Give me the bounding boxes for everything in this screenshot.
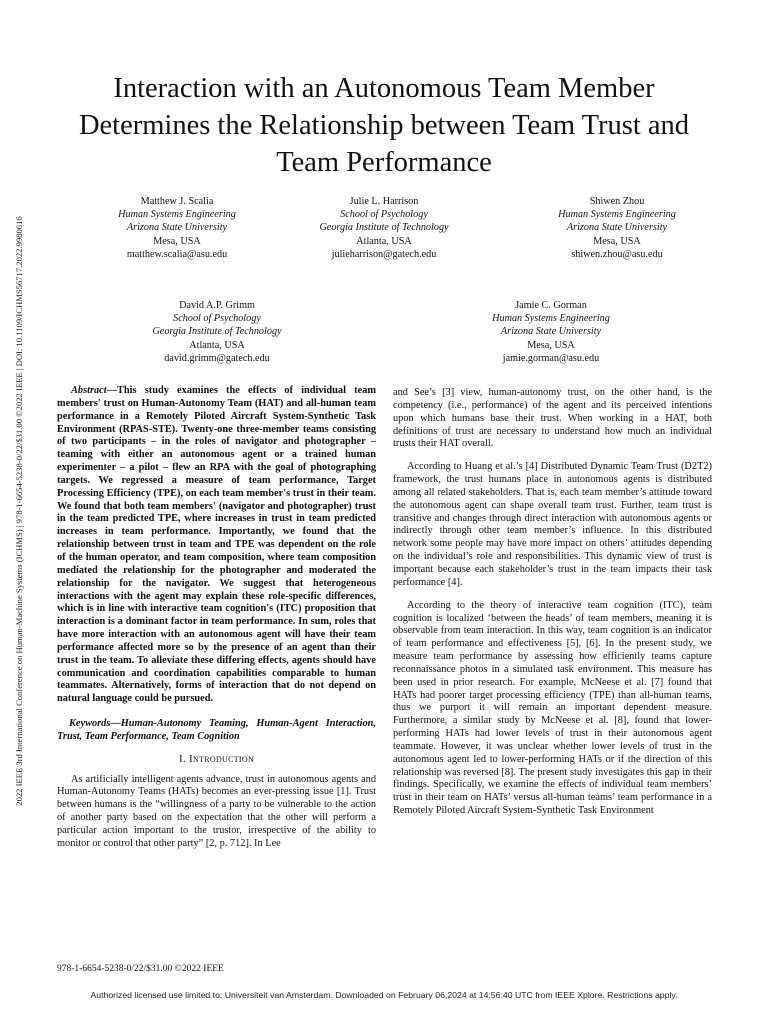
author-name: Matthew J. Scalia — [140, 196, 214, 207]
title-line: Determines the Relationship between Team Trust and — [78, 110, 690, 141]
abstract-text: —This study examines the effects of individual team members' trust on Human-Autonomy Team (HAT) and all-human team performance in a Remotely Piloted Aircraft System-Synthetic Task Environment (RPAS-STE). Twenty-one three-member teams consisting of two participants – in the roles of navigator and photographer – teaming with either an autonomous agent or a trained human experimenter – a pilot – flew an RPA with the goal of photographing targets. We regressed a measure of team performance, Target Processing Efficiency (TPE), on each team member's trust in their team. We found that both team members' (navigator and photographer) trust in the team predicted TPE, where increases in trust in team predicted increases in team performance. Importantly, we found that the relationship between trust in team and TPE was dependent on the role of the human operator, and team composition, where team composition mediated the relationship for the photographer and moderated the relationship for the navigator. We suggest that heterogeneous interactions with the agent may explain these role-specific differences, which is in line with interactive team cognition's (ITC) proposition that interaction is a dominant factor in team performance. In sum, roles that have more interaction with an autonomous agent will have their team performance affected more so by the presence of an agent than their trust in the team. To alleviate these differing effects, agents should have communication and coordination capabilities comparable to human teammates. Alternatively, forms of interaction that do not depend on natural language could be pursued. — [57, 385, 376, 705]
author-email: julieharrison@gatech.edu — [331, 248, 437, 260]
body-paragraph: According to Huang et al.’s [4] Distributed Dynamic Team Trust (D2T2) framework, the trust humans place in autonomous agents is distributed among all related stakeholders. That is, each team member’s attitude toward the autonomous agent can shape overall team trust. Further, team trust is transitive and changes through direct interaction with autonomous agents or indirectly through other team member’s influence. In this distributed network some people may have more impact on others’ attitudes depending on the individual’s role and responsibilities. This dynamic view of trust is important because each stakeholder’s trust in the team impacts their task performance [4]. — [393, 461, 712, 588]
author-email: shiwen.zhou@asu.edu — [571, 248, 663, 260]
author-location: Mesa, USA — [153, 235, 201, 247]
author-institution: Georgia Institute of Technology — [319, 222, 449, 234]
author-email: jamie.gorman@asu.edu — [502, 352, 600, 364]
author-affiliation: Human Systems Engineering — [118, 209, 236, 221]
author-block — [451, 299, 651, 365]
doi-sidebar-text: 2022 IEEE 3rd International Conference on Human-Machine Systems (ICHMS) | 978-1-6654-5238-0/22/$31.00 ©2022 IEEE | DOI: 10.1109/ICHMS56717.2022.9980616 — [14, 216, 24, 806]
right-column — [393, 387, 712, 828]
author-location: Mesa, USA — [593, 235, 641, 247]
keywords-text: —Human-Autonomy Teaming, Human-Agent Interaction, Trust, Team Performance, Team Cognition — [57, 718, 376, 742]
author-affiliation: Human Systems Engineering — [558, 209, 676, 221]
author-block — [77, 195, 277, 261]
abstract-label: Abstract — [71, 385, 107, 396]
author-institution: Arizona State University — [500, 326, 602, 338]
author-institution: Georgia Institute of Technology — [152, 326, 282, 338]
author-affiliation: School of Psychology — [173, 313, 261, 325]
left-column — [57, 385, 376, 851]
keywords — [57, 718, 376, 744]
title-line: Team Performance — [276, 147, 492, 178]
author-location: Mesa, USA — [527, 339, 575, 351]
intro-paragraph: As artificially intelligent agents advance, trust in autonomous agents and Human-Autonomy Teams (HATs) becomes an ever-pressing issue [1]. Trust between humans is the “willingness of a party to be vulnerable to the action of another party based on the expectation that the other will perform a particular action important to the trustor, irrespective of the ability to monitor or control that other party” [2, p. 712]. In Lee — [57, 773, 376, 849]
body-paragraph: and See’s [3] view, human-autonomy trust, on the other hand, is the competency (i.e., performance) of the agent and its perceived intentions upon which humans base their trust. When working in a HAT, both definitions of trust are necessary to understand how much an individual trusts their HAT overall. — [393, 387, 712, 450]
keywords-label: Keywords — [69, 718, 111, 730]
author-block — [117, 299, 317, 365]
license-footer: Authorized licensed use limited to: Universiteit van Amsterdam. Downloaded on February 06,2024 at 14:56:40 UTC from IEEE Xplore. Restrictions apply. — [90, 990, 678, 1000]
author-name: Julie L. Harrison — [349, 196, 419, 207]
section-heading: I. Introduction — [178, 752, 255, 765]
body-paragraph: According to the theory of interactive team cognition (ITC), team cognition is localized ‘between the heads’ of team members, meaning it is observable from team interaction. In this way, team cognition is an indicator of team performance and effectiveness [5], [6]. In the present study, we measure team performance by assessing how efficiently teams capture reconnaissance photos in a simulated task environment. This measure has been used in prior research. For example, McNeese et al. [7] found that HATs had poorer target processing efficiency (TPE) than all-human teams, thus we purport it will remain an important dependent measure. Furthermore, a similar study by McNeese et al. [8], found that lower-performing HATs had lower levels of trust in their autonomous agent teammate. However, it was unclear whether lower levels of trust in the autonomous agent led to lower-performing HATs or if the direction of this relationship was reversed [8]. The present study investigates this gap in their findings. Specifically, we examine the effects of individual team members’ trust in their team on HATs’ versus all-human teams’ team performance in a Remotely Piloted Aircraft System-Synthetic Task Environment — [393, 599, 712, 817]
paper-title — [40, 70, 728, 181]
author-affiliation: Human Systems Engineering — [492, 313, 610, 325]
author-institution: Arizona State University — [126, 222, 228, 234]
author-institution: Arizona State University — [566, 222, 668, 234]
author-location: Atlanta, USA — [189, 339, 245, 351]
author-location: Atlanta, USA — [356, 235, 412, 247]
author-name: David A.P. Grimm — [179, 300, 255, 311]
doi-sidebar — [12, 156, 26, 866]
abstract — [57, 385, 376, 706]
author-block — [284, 195, 484, 261]
author-block — [517, 195, 717, 261]
author-affiliation: School of Psychology — [340, 209, 428, 221]
title-line: Interaction with an Autonomous Team Member — [113, 73, 655, 104]
author-email: david.grimm@gatech.edu — [164, 352, 270, 364]
author-name: Shiwen Zhou — [589, 196, 645, 207]
author-email: matthew.scalia@asu.edu — [126, 248, 228, 260]
copyright-line: 978-1-6654-5238-0/22/$31.00 ©2022 IEEE — [57, 964, 224, 974]
author-name: Jamie C. Gorman — [515, 300, 587, 311]
